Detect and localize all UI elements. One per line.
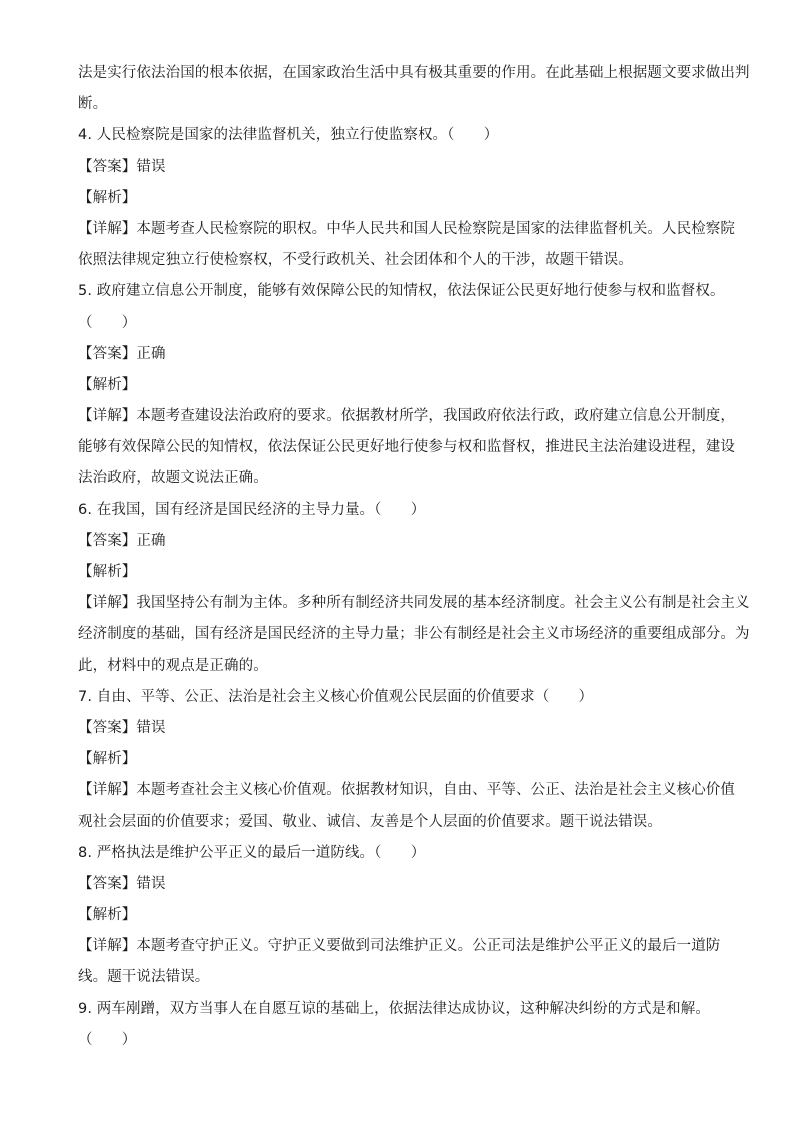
text-line: 法是实行依法治国的根本依据，在国家政治生活中具有极其重要的作用。在此基础上根据题文要求做出判: [78, 65, 750, 81]
analysis-label: 【解析】: [78, 751, 137, 768]
detail-text: 线。题干说法错误。: [78, 969, 210, 986]
answer-label: 【答案】正确: [78, 532, 166, 549]
detail-text: 【详解】本题考查建设法治政府的要求。依据教材所学，我国政府依法行政，政府建立信息公开制度，: [78, 408, 735, 425]
question-8: 8. 严格执法是维护公平正义的最后一道防线。（ ）: [78, 844, 426, 861]
analysis-label: 【解析】: [78, 376, 137, 393]
detail-text: 观社会层面的价值要求；爱国、敬业、诚信、友善是个人层面的价值要求。题干说法错误。: [78, 813, 662, 830]
detail-text: 经济制度的基础，国有经济是国民经济的主导力量；非公有制经是社会主义市场经济的重要组成部分。为: [78, 626, 750, 643]
question-5: 5. 政府建立信息公开制度，能够有效保障公民的知情权，依法保证公民更好地行使参与权和监督权。: [78, 283, 725, 300]
detail-text: 【详解】本题考查社会主义核心价值观。依据教材知识，自由、平等、公正、法治是社会主义核心价值: [78, 782, 735, 799]
detail-text: 法治政府，故题文说法正确。: [78, 470, 268, 487]
answer-blank: （ ）: [78, 314, 137, 331]
detail-text: 【详解】我国坚持公有制为主体。多种所有制经济共同发展的基本经济制度。社会主义公有制是社会主义: [78, 595, 750, 612]
answer-label: 【答案】错误: [78, 875, 166, 892]
detail-text: 此，材料中的观点是正确的。: [78, 657, 268, 674]
question-7: 7. 自由、平等、公正、法治是社会主义核心价值观公民层面的价值要求（ ）: [78, 688, 594, 705]
detail-text: 能够有效保障公民的知情权，依法保证公民更好地行使参与权和监督权，推进民主法治建设进程，建设: [78, 439, 735, 456]
answer-label: 【答案】错误: [78, 719, 166, 736]
answer-label: 【答案】错误: [78, 158, 166, 175]
detail-text: 依照法律规定独立行使检察权，不受行政机关、社会团体和个人的干涉，故题干错误。: [78, 252, 633, 269]
question-4: 4. 人民检察院是国家的法律监督机关，独立行使监察权。（ ）: [78, 127, 499, 144]
detail-text: 【详解】本题考查守护正义。守护正义要做到司法维护正义。公正司法是维护公平正义的最后一道防: [78, 938, 721, 955]
analysis-label: 【解析】: [78, 189, 137, 206]
question-9: 9. 两车剐蹭，双方当事人在自愿互谅的基础上，依据法律达成协议，这种解决纠纷的方式是和解。: [78, 1000, 710, 1017]
text-line: 断。: [78, 96, 108, 113]
question-6: 6. 在我国，国有经济是国民经济的主导力量。（ ）: [78, 501, 426, 518]
answer-label: 【答案】正确: [78, 345, 166, 362]
analysis-label: 【解析】: [78, 564, 137, 580]
detail-text: 【详解】本题考查人民检察院的职权。中华人民共和国人民检察院是国家的法律监督机关。人民检察院: [78, 220, 735, 237]
document-page: [78, 58, 750, 1056]
analysis-label: 【解析】: [78, 907, 137, 924]
answer-blank: （ ）: [78, 1031, 137, 1048]
